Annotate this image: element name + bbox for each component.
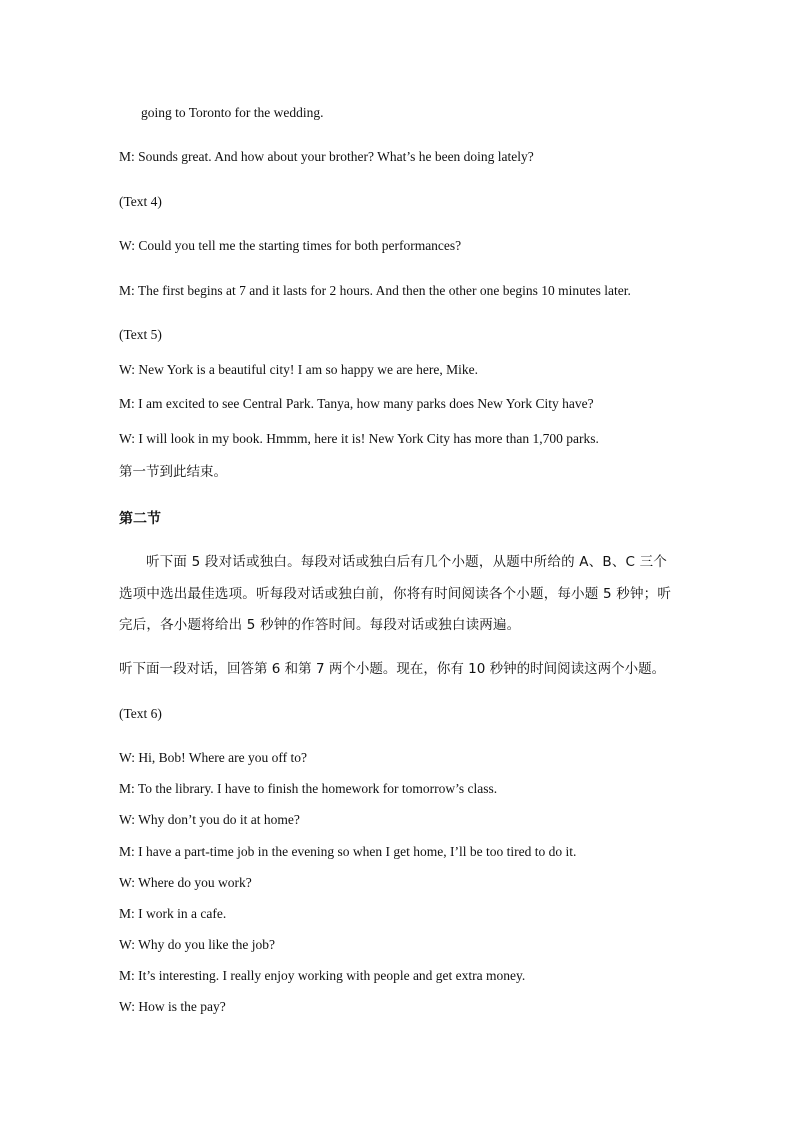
transcript-line: W: Could you tell me the starting times for both performances? bbox=[119, 238, 462, 253]
transcript-line: W: Why don’t you do it at home? bbox=[119, 812, 300, 827]
transcript-line: M: I am excited to see Central Park. Tanya, how many parks does New York City have? bbox=[119, 396, 594, 411]
text-label: (Text 4) bbox=[119, 194, 162, 209]
transcript-line: M: The first begins at 7 and it lasts for 2 hours. And then the other one begins 10 minutes later. bbox=[119, 283, 631, 298]
question-instructions: 听下面一段对话，回答第 6 和第 7 两个小题。现在，你有 10 秒钟的时间阅读这两个小题。 bbox=[119, 661, 666, 677]
transcript-line: M: I work in a cafe. bbox=[119, 906, 227, 921]
transcript-line: going to Toronto for the wedding. bbox=[141, 105, 324, 120]
section-heading: 第二节 bbox=[119, 511, 161, 527]
transcript-line: M: Sounds great. And how about your brother? What’s he been doing lately? bbox=[119, 149, 534, 164]
text-label: (Text 5) bbox=[119, 327, 162, 342]
transcript-line: W: Why do you like the job? bbox=[119, 937, 275, 952]
transcript-line: W: How is the pay? bbox=[119, 999, 226, 1014]
transcript-line: M: I have a part-time job in the evening so when I get home, I’ll be too tired to do it. bbox=[119, 844, 577, 859]
transcript-line: W: New York is a beautiful city! I am so happy we are here, Mike. bbox=[119, 362, 479, 377]
transcript-line: M: It’s interesting. I really enjoy working with people and get extra money. bbox=[119, 968, 526, 983]
transcript-line: M: To the library. I have to finish the homework for tomorrow’s class. bbox=[119, 781, 498, 796]
text-label: (Text 6) bbox=[119, 706, 162, 721]
transcript-line: W: I will look in my book. Hmmm, here it is! New York City has more than 1,700 parks. bbox=[119, 431, 599, 446]
transcript-line: W: Where do you work? bbox=[119, 875, 252, 890]
transcript-line: W: Hi, Bob! Where are you off to? bbox=[119, 750, 307, 765]
section-end-note: 第一节到此结束。 bbox=[119, 464, 227, 480]
section-instructions: 听下面 5 段对话或独白。每段对话或独白后有几个小题，从题中所给的 A、B、C 三个选项中选出最佳选项。听每段对话或独白前，你将有时间阅读各个小题，每小题 5 秒钟；听完后，各小题将给出 5 秒钟的作答时间。每段对话或独白读两遍。 bbox=[119, 554, 672, 633]
